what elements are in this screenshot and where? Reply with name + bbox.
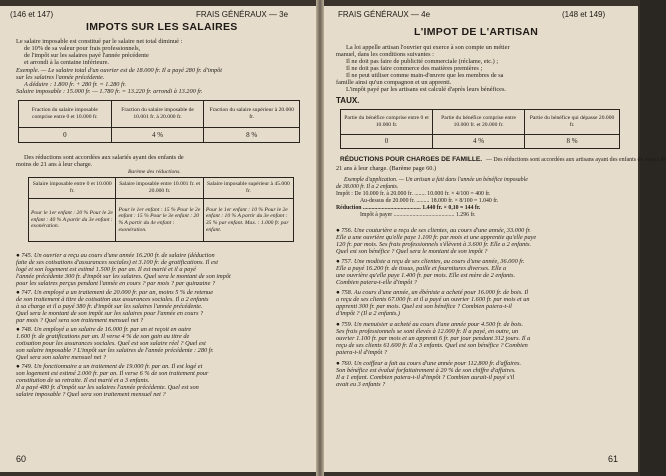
exercise-line-17: constitution de sa retraite. Il est marié et a 3 enfants. <box>16 377 150 384</box>
left-rate-1: 4 % <box>111 128 204 143</box>
right-rate-head-2: Partie du bénéfice qui dépasse 20.000 fr. <box>525 110 620 135</box>
example-line-4: Réduction ........................................ 1.440 fr. × 0,10 = 144 fr. <box>336 205 481 211</box>
right-exercise-line-5: Elle a payé 16.200 fr. de tissus, paille et fournitures diverses. Elle a <box>336 265 507 272</box>
book-gutter <box>316 0 324 476</box>
right-exercise-line-16: paiera-t-il d'impôt ? <box>336 349 388 356</box>
right-exercise-line-10: apprenti 300 fr. par mois. Quel est son bénéfice ? Combien paiera-t-il <box>336 303 512 310</box>
right-rate-table <box>340 109 620 149</box>
exercise-line-3: l'année précédente 300 fr. d'impôt sur les salaires. Quel sera le montant de son impôt <box>16 273 231 280</box>
example-line-1: de 38.000 fr. Il a 2 enfants. <box>336 184 399 190</box>
right-intro-3: Il ne doit pas faire commerce des matières premières ; <box>346 65 483 72</box>
reductions-title: RÉDUCTIONS POUR CHARGES DE FAMILLE. <box>340 156 483 163</box>
exercise-line-18: Il a payé 480 fr. d'impôt sur les salaires l'année précédente. Quel est son <box>16 384 199 391</box>
exercise-line-6: de son traitement à titre de cotisation aux assurances sociales. Il a 2 enfants <box>16 296 209 303</box>
bareme-head-2: Salaire imposable supérieur à 45.000 fr. <box>203 178 293 199</box>
left-rate-head-1: Fraction du salaire imposable de 10.001 fr. à 20.000 fr. <box>111 101 204 128</box>
left-rate-head-0: Fraction du salaire imposable comprise entre 0 et 10.000 fr. <box>19 101 112 128</box>
exercise-line-8: Quel sera le montant de son impôt sur les salaires pour l'année en cours ? <box>16 310 204 317</box>
exercise-line-14: Quel sera son salaire mensuel net ? <box>16 354 107 361</box>
reductions-text-0: — Des réductions sont accordées aux artisans ayant des enfants de moins de <box>486 157 666 163</box>
right-exercise-line-2: 120 fr. par mois. Ses frais professionnels s'élèvent à 3.600 fr. Elle a 2 enfants. <box>336 241 532 248</box>
bareme-head-1: Salaire imposable entre 10.001 fr. et 20.000 fr. <box>116 178 203 199</box>
right-intro-6: L'impôt payé par les artisans est calculé d'après leurs bénéfices. <box>346 86 506 93</box>
left-intro-2: de l'impôt sur les salaires payé l'année précédente <box>24 52 149 59</box>
right-rate-1: 4 % <box>433 135 525 149</box>
right-exercise-line-8: ● 758. Au cours d'une année, un ébéniste a acheté pour 16.000 fr. de bois. Il <box>336 289 529 296</box>
right-exercise-line-14: ouvrier 1.100 fr. par mois et un apprenti 6 fr. par jour pendant 312 jours. Il a <box>336 335 531 342</box>
left-bareme-table <box>28 177 294 242</box>
left-page-number: 60 <box>16 454 27 464</box>
exercise-line-16: son logement est estimé 2.000 fr. par an. Il verse 6 % de son traitement pour <box>16 370 209 377</box>
right-intro-5: famille ainsi qu'un compagnon et un apprenti. <box>336 79 452 86</box>
right-page-number: 61 <box>608 454 619 464</box>
right-exercise-line-20: avait eu 3 enfants ? <box>336 381 386 388</box>
right-exercise-line-18: Son bénéfice est évalué forfaitairement à 20 % de son chiffre d'affaires. <box>336 367 516 374</box>
left-rate-head-2: Fraction du salaire supérieur à 20.000 fr. <box>204 101 300 128</box>
bareme-body-0: Pour le 1er enfant : 20 % Pour le 2e enfant : 40 % A partir du 3e enfant : exonération. <box>29 199 116 242</box>
right-exercise-line-1: Elle a une ouvrière qu'elle paye 1.100 fr. par mois et une apprentie qu'elle paye <box>336 234 537 241</box>
exercise-line-19: salaire imposable ? Quel sera son traitement mensuel net ? <box>16 391 166 398</box>
right-exercise-line-15: reçu de ses clients 61.600 fr. Il a 3 enfants. Quel est son bénéfice ? Combien <box>336 342 528 349</box>
exercise-line-15: ● 749. Un fonctionnaire a un traitement de 19.000 fr. par an. Il est logé et <box>16 363 203 370</box>
right-rate-head-0: Partie du bénéfice comprise entre 0 et 10.000 fr. <box>341 110 433 135</box>
example-line-5: Impôt à payer .......................................... 1.296 fr. <box>360 212 476 218</box>
exercise-line-5: ● 747. Un employé a un traitement de 20.000 fr. par an, moins 5 % de retenue <box>16 289 213 296</box>
right-intro-1: manuel, dans les conditions suivantes : <box>336 51 434 58</box>
right-page-title: L'IMPOT DE L'ARTISAN <box>414 26 539 38</box>
bareme-title: Barème des réductions. <box>128 169 181 175</box>
left-rate-0: 0 <box>19 128 112 143</box>
right-exercise-line-13: Ses frais professionnels se sont élevés à 12.000 fr. Il a payé, en outre, un <box>336 328 519 335</box>
exercise-line-12: cotisation pour les assurances sociales. Quel est son salaire réel ? Quel est <box>16 340 206 347</box>
left-deductions-0: Des réductions sont accordées aux salariés ayant des enfants de <box>24 154 184 161</box>
left-intro-1: de 10% de sa valeur pour frais professionnels, <box>24 45 141 52</box>
right-exercise-line-7: Combien paiera-t-elle d'impôt ? <box>336 279 417 286</box>
right-exercise-line-0: ● 756. Une couturière a reçu de ses clientes, au cours d'une année, 33.000 fr. <box>336 227 531 234</box>
right-intro-4: Il ne peut utiliser comme main-d'œuvre que les membres de sa <box>346 72 504 79</box>
right-header-section: FRAIS GÉNÉRAUX — 4e <box>338 10 431 19</box>
example-line-3: Au-dessus de 20.000 fr. ......... 18.000 fr. × 8/100 = 1.040 fr. <box>360 198 499 204</box>
exercise-line-0: ● 745. Un ouvrier a reçu au cours d'une année 16.200 fr. de salaire (déduction <box>16 252 215 259</box>
exercise-line-13: son salaire imposable ? L'impôt sur les salaires de l'année précédente : 280 fr. <box>16 347 214 354</box>
exercise-line-1: faite de ses cotisations d'assurances sociales) et 3.100 fr. de gratifications. Il est <box>16 259 218 266</box>
left-intro-0: Le salaire imposable est constitué par le salaire net total diminué : <box>16 38 183 45</box>
taux-title: TAUX. <box>336 96 360 105</box>
exercise-line-7: à sa charge et il a payé 380 fr. d'impôt sur les salaires l'année précédente. <box>16 303 203 310</box>
right-rate-2: 8 % <box>525 135 620 149</box>
left-page <box>0 6 318 472</box>
exercise-line-11: 1.600 fr. de gratifications par an. Il verse 4 % de son gain au titre de <box>16 333 190 340</box>
left-intro-6: A déduire : 1.800 fr. + 280 fr. = 1.280 fr. <box>24 81 127 88</box>
exercise-line-2: logé et son logement est estimé 1.500 fr. par an. Il est marié et il a payé <box>16 266 196 273</box>
right-exercise-line-9: a reçu de ses clients 67.000 fr. et il a payé un ouvrier 1.600 fr. par mois et un <box>336 296 530 303</box>
right-exercise-line-17: ● 760. Un coiffeur a fait au cours d'une année pour 112.800 fr. d'affaires. <box>336 360 522 367</box>
right-exercise-line-4: ● 757. Une modiste a reçu de ses clientes, au cours d'une année, 36.000 fr. <box>336 258 525 265</box>
right-intro-2: Il ne doit pas faire de publicité commerciale (réclame, etc.) ; <box>346 58 499 65</box>
bareme-head-0: Salaire imposable entre 0 et 10.000 fr. <box>29 178 116 199</box>
exercise-line-10: ● 748. Un employé a un salaire de 16.000 fr. par an et reçoit en outre <box>16 326 192 333</box>
right-intro-0: La loi appelle artisan l'ouvrier qui exerce à son compte un métier <box>346 44 510 51</box>
left-rate-2: 8 % <box>204 128 300 143</box>
example-line-2: Impôt : De 10.000 fr. à 20.000 fr. ........ 10.000 fr. × 4/100 = 400 fr. <box>336 191 491 197</box>
right-exercise-line-12: ● 759. Un menuisier a acheté au cours d'une année pour 4.500 fr. de bois. <box>336 321 524 328</box>
bareme-body-2: Pour le 1er enfant : 10 % Pour le 2e enfant : 10 % A partir du 3e enfant : 35 % par enfant. Max. : 1.000 fr. par enfant. <box>203 199 293 242</box>
left-intro-4: Exemple. — Le salaire total d'un ouvrier est de 18.000 fr. Il a payé 280 fr. d'impôt <box>16 67 223 74</box>
right-rate-head-1: Partie du bénéfice comprise entre 10.000 fr. et 20.000 fr. <box>433 110 525 135</box>
left-intro-7: Salaire imposable : 15.000 fr. — 1.780 fr. = 13.220 fr. arrondi à 13.200 fr. <box>16 88 203 95</box>
left-header-section: FRAIS GÉNÉRAUX — 3e <box>196 10 289 19</box>
exercise-line-4: pour les salaires perçus pendant l'année en cours ? par mois ? par quinzaine ? <box>16 280 216 287</box>
exercise-line-9: par mois ? Quel sera son traitement mensuel net ? <box>16 317 144 324</box>
right-exercise-line-11: d'impôt ? (Il a 2 enfants.) <box>336 310 400 317</box>
left-header-pages: (146 et 147) <box>10 10 54 19</box>
left-intro-5: sur les salaires l'année précédente. <box>16 74 105 81</box>
left-page-title: IMPOTS SUR LES SALAIRES <box>86 21 238 33</box>
left-intro-3: et arrondi à la centaine inférieure. <box>24 59 109 66</box>
right-rate-0: 0 <box>341 135 433 149</box>
reductions-text-1: 21 ans à leur charge. (Barème page 60.) <box>336 165 437 172</box>
left-rate-table <box>18 100 300 143</box>
right-header-pages: (148 et 149) <box>562 10 606 19</box>
right-exercise-line-3: Quel est son bénéfice ? Quel sera le montant de son impôt ? <box>336 248 488 255</box>
right-exercise-line-6: une ouvrière qu'elle paye 1.400 fr. par mois. Elle est mère de 2 enfants. <box>336 272 516 279</box>
left-deductions-1: moins de 21 ans à leur charge. <box>16 161 93 168</box>
bareme-body-1: Pour le 1er enfant : 15 % Pour le 2e enfant : 15 % Pour le 3e enfant : 20 % A partir du 4e enfant : exonération. <box>116 199 203 242</box>
example-line-0: Exemple d'application. — Un artisan a fait dans l'année un bénéfice imposable <box>344 177 528 183</box>
right-page <box>320 6 666 472</box>
right-exercise-line-19: Il a 1 enfant. Combien paiera-t-il d'impôt ? Combien aurait-il payé s'il <box>336 374 515 381</box>
